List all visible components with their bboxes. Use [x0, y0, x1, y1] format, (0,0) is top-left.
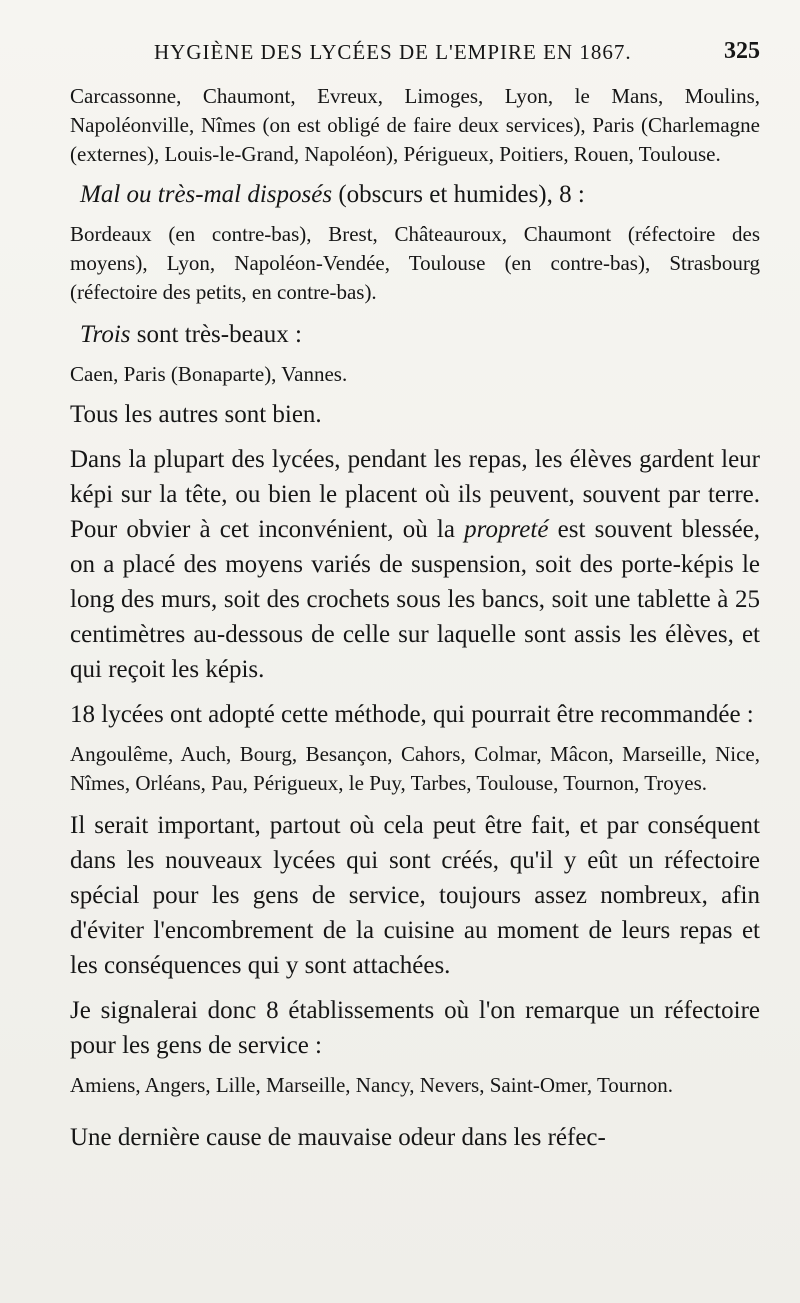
paragraph-12: Amiens, Angers, Lille, Marseille, Nancy, Nevers, Saint-Omer, Tournon. — [70, 1073, 674, 1097]
paragraph-4 — [70, 317, 760, 352]
paragraph-7-start: Dans la plupart des lycées, pendant les repas, les élèves gardent leur képi sur la tête, ou bien le placent où ils peuvent, souvent par terre. Pour obvier à cet inconvénient, où la — [70, 446, 760, 543]
paragraph-2-rest: (obscurs et humides), 8 : — [338, 181, 585, 208]
paragraph-6: Tous les autres sont bien. — [70, 401, 322, 428]
paragraph-4-rest: sont très-beaux : — [136, 321, 302, 348]
paragraph-8: 18 lycées ont adopté cette méthode, qui pourrait être recommandée : — [70, 701, 754, 728]
body-text — [70, 82, 760, 1155]
paragraph-3: Bordeaux (en contre-bas), Brest, Châteauroux, Chaumont (réfectoire des moyens), Lyon, Napoléon-Vendée, Toulouse (en contre-bas), Strasbourg (réfectoire des petits, en contre-bas). — [70, 222, 760, 304]
paragraph-5: Caen, Paris (Bonaparte), Vannes. — [70, 362, 348, 386]
paragraph-2 — [70, 177, 760, 212]
paragraph-9: Angoulême, Auch, Bourg, Besançon, Cahors, Colmar, Mâcon, Marseille, Nice, Nîmes, Orléans, Pau, Périgueux, le Puy, Tarbes, Toulouse, Tournon, Troyes. — [70, 742, 760, 795]
page-header — [70, 38, 760, 70]
paragraph-11: Je signalerai donc 8 établissements où l'on remarque un réfectoire pour les gens de service : — [70, 997, 760, 1059]
paragraph-7 — [70, 442, 760, 687]
paragraph-1: Carcassonne, Chaumont, Evreux, Limoges, Lyon, le Mans, Moulins, Napoléonville, Nîmes (on est obligé de faire deux services), Paris (Charlemagne (externes), Louis-le-Grand, Napoléon), Périgueux, Poitiers, Rouen, Toulouse. — [70, 84, 760, 166]
paragraph-2-italic: Mal ou très-mal disposés — [80, 181, 333, 208]
paragraph-7-italic: propreté — [464, 516, 549, 543]
running-head: HYGIÈNE DES LYCÉES DE L'EMPIRE EN 1867. — [154, 40, 632, 64]
paragraph-13: Une dernière cause de mauvaise odeur dans les réfec- — [70, 1124, 606, 1151]
paragraph-10: Il serait important, partout où cela peut être fait, et par conséquent dans les nouveaux lycées qui sont créés, qu'il y eût un réfectoire spécial pour les gens de service, toujours assez nombreux, afin d'éviter l'encombrement de la cuisine au moment de leurs repas et les conséquences qui y sont attachées. — [70, 812, 760, 979]
paragraph-4-italic: Trois — [80, 321, 131, 348]
page-number: 325 — [724, 38, 760, 64]
paragraph-7-rest: est souvent blessée, on a placé des moyens variés de suspension, soit des porte-képis le long des murs, soit des crochets sous les bancs, soit une tablette à 25 centimètres au-dessous de celle sur laquelle sont assis les élèves, et qui reçoit les képis. — [70, 516, 761, 683]
